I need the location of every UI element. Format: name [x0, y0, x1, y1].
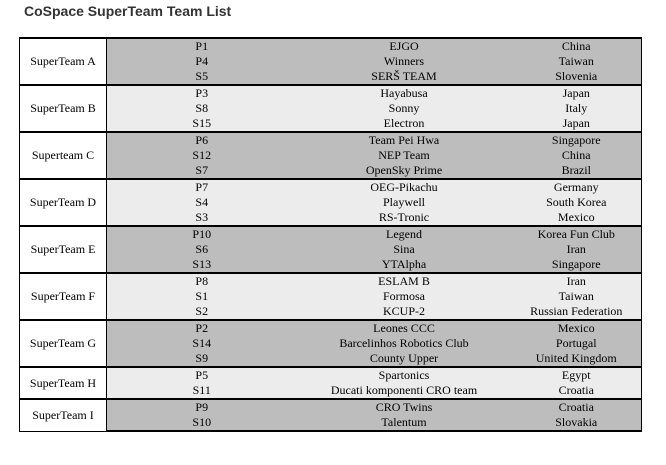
- code-cell: S10: [107, 415, 297, 431]
- table-row: [20, 257, 642, 273]
- team-cell: ESLAM B: [297, 273, 512, 289]
- table-row: [20, 163, 642, 179]
- code-cell: P4: [107, 54, 297, 69]
- team-cell: Ducati komponenti CRO team: [297, 383, 512, 399]
- team-cell: YTAlpha: [297, 257, 512, 273]
- table-row: [20, 242, 642, 257]
- page-title: CoSpace SuperTeam Team List: [24, 3, 232, 19]
- table-row: [20, 320, 642, 336]
- table-row: [20, 54, 642, 69]
- code-cell: P2: [107, 320, 297, 336]
- table-row: [20, 367, 642, 383]
- team-cell: SERŠ TEAM: [297, 69, 512, 85]
- team-cell: Playwell: [297, 195, 512, 210]
- team-cell: RS-Tronic: [297, 210, 512, 226]
- code-cell: S9: [107, 351, 297, 367]
- country-cell: Taiwan: [512, 54, 642, 69]
- table-row: [20, 210, 642, 226]
- country-cell: Singapore: [512, 132, 642, 148]
- group-name-cell: SuperTeam F: [20, 273, 107, 320]
- country-cell: Russian Federation: [512, 304, 642, 320]
- table-row: [20, 132, 642, 148]
- code-cell: P3: [107, 85, 297, 101]
- table-row: [20, 289, 642, 304]
- code-cell: S8: [107, 101, 297, 116]
- table-row: [20, 304, 642, 320]
- country-cell: Croatia: [512, 399, 642, 415]
- country-cell: Portugal: [512, 336, 642, 351]
- country-cell: Brazil: [512, 163, 642, 179]
- code-cell: P9: [107, 399, 297, 415]
- table-row: [20, 336, 642, 351]
- country-cell: Italy: [512, 101, 642, 116]
- table-row: [20, 148, 642, 163]
- country-cell: Mexico: [512, 320, 642, 336]
- code-cell: S12: [107, 148, 297, 163]
- code-cell: P5: [107, 367, 297, 383]
- team-cell: EJGO: [297, 38, 512, 54]
- team-cell: OpenSky Prime: [297, 163, 512, 179]
- team-list-table: [19, 37, 642, 432]
- team-cell: Formosa: [297, 289, 512, 304]
- code-cell: S1: [107, 289, 297, 304]
- country-cell: Japan: [512, 85, 642, 101]
- code-cell: S7: [107, 163, 297, 179]
- country-cell: United Kingdom: [512, 351, 642, 367]
- team-cell: Winners: [297, 54, 512, 69]
- country-cell: Croatia: [512, 383, 642, 399]
- team-cell: Sina: [297, 242, 512, 257]
- code-cell: S13: [107, 257, 297, 273]
- country-cell: Japan: [512, 116, 642, 132]
- team-cell: CRO Twins: [297, 399, 512, 415]
- code-cell: S14: [107, 336, 297, 351]
- team-cell: Team Pei Hwa: [297, 132, 512, 148]
- team-cell: Leones CCC: [297, 320, 512, 336]
- country-cell: Slovakia: [512, 415, 642, 431]
- group-name-cell: SuperTeam I: [20, 399, 107, 431]
- country-cell: Iran: [512, 242, 642, 257]
- country-cell: Korea Fun Club: [512, 226, 642, 242]
- code-cell: S6: [107, 242, 297, 257]
- code-cell: S15: [107, 116, 297, 132]
- team-cell: Spartonics: [297, 367, 512, 383]
- code-cell: P10: [107, 226, 297, 242]
- code-cell: S5: [107, 69, 297, 85]
- table-row: [20, 179, 642, 195]
- table-row: [20, 195, 642, 210]
- group-name-cell: Superteam C: [20, 132, 107, 179]
- table-row: [20, 415, 642, 431]
- group-name-cell: SuperTeam A: [20, 38, 107, 85]
- country-cell: Singapore: [512, 257, 642, 273]
- table-row: [20, 85, 642, 101]
- table-row: [20, 38, 642, 54]
- country-cell: Slovenia: [512, 69, 642, 85]
- team-cell: Electron: [297, 116, 512, 132]
- country-cell: China: [512, 148, 642, 163]
- code-cell: S3: [107, 210, 297, 226]
- country-cell: Mexico: [512, 210, 642, 226]
- team-cell: Hayabusa: [297, 85, 512, 101]
- team-cell: Legend: [297, 226, 512, 242]
- table-row: [20, 69, 642, 85]
- table-row: [20, 226, 642, 242]
- code-cell: S11: [107, 383, 297, 399]
- table-row: [20, 383, 642, 399]
- team-cell: NEP Team: [297, 148, 512, 163]
- country-cell: Germany: [512, 179, 642, 195]
- code-cell: S4: [107, 195, 297, 210]
- team-cell: Talentum: [297, 415, 512, 431]
- country-cell: Egypt: [512, 367, 642, 383]
- team-list-body: [20, 38, 642, 431]
- country-cell: China: [512, 38, 642, 54]
- code-cell: P6: [107, 132, 297, 148]
- country-cell: Taiwan: [512, 289, 642, 304]
- group-name-cell: SuperTeam G: [20, 320, 107, 367]
- table-row: [20, 351, 642, 367]
- code-cell: P7: [107, 179, 297, 195]
- group-name-cell: SuperTeam E: [20, 226, 107, 273]
- team-cell: Barcelinhos Robotics Club: [297, 336, 512, 351]
- table-row: [20, 399, 642, 415]
- group-name-cell: SuperTeam D: [20, 179, 107, 226]
- team-cell: Sonny: [297, 101, 512, 116]
- team-cell: KCUP-2: [297, 304, 512, 320]
- table-row: [20, 116, 642, 132]
- group-name-cell: SuperTeam H: [20, 367, 107, 399]
- team-cell: County Upper: [297, 351, 512, 367]
- country-cell: Iran: [512, 273, 642, 289]
- code-cell: P1: [107, 38, 297, 54]
- code-cell: P8: [107, 273, 297, 289]
- code-cell: S2: [107, 304, 297, 320]
- team-cell: OEG-Pikachu: [297, 179, 512, 195]
- country-cell: South Korea: [512, 195, 642, 210]
- table-row: [20, 273, 642, 289]
- group-name-cell: SuperTeam B: [20, 85, 107, 132]
- table-row: [20, 101, 642, 116]
